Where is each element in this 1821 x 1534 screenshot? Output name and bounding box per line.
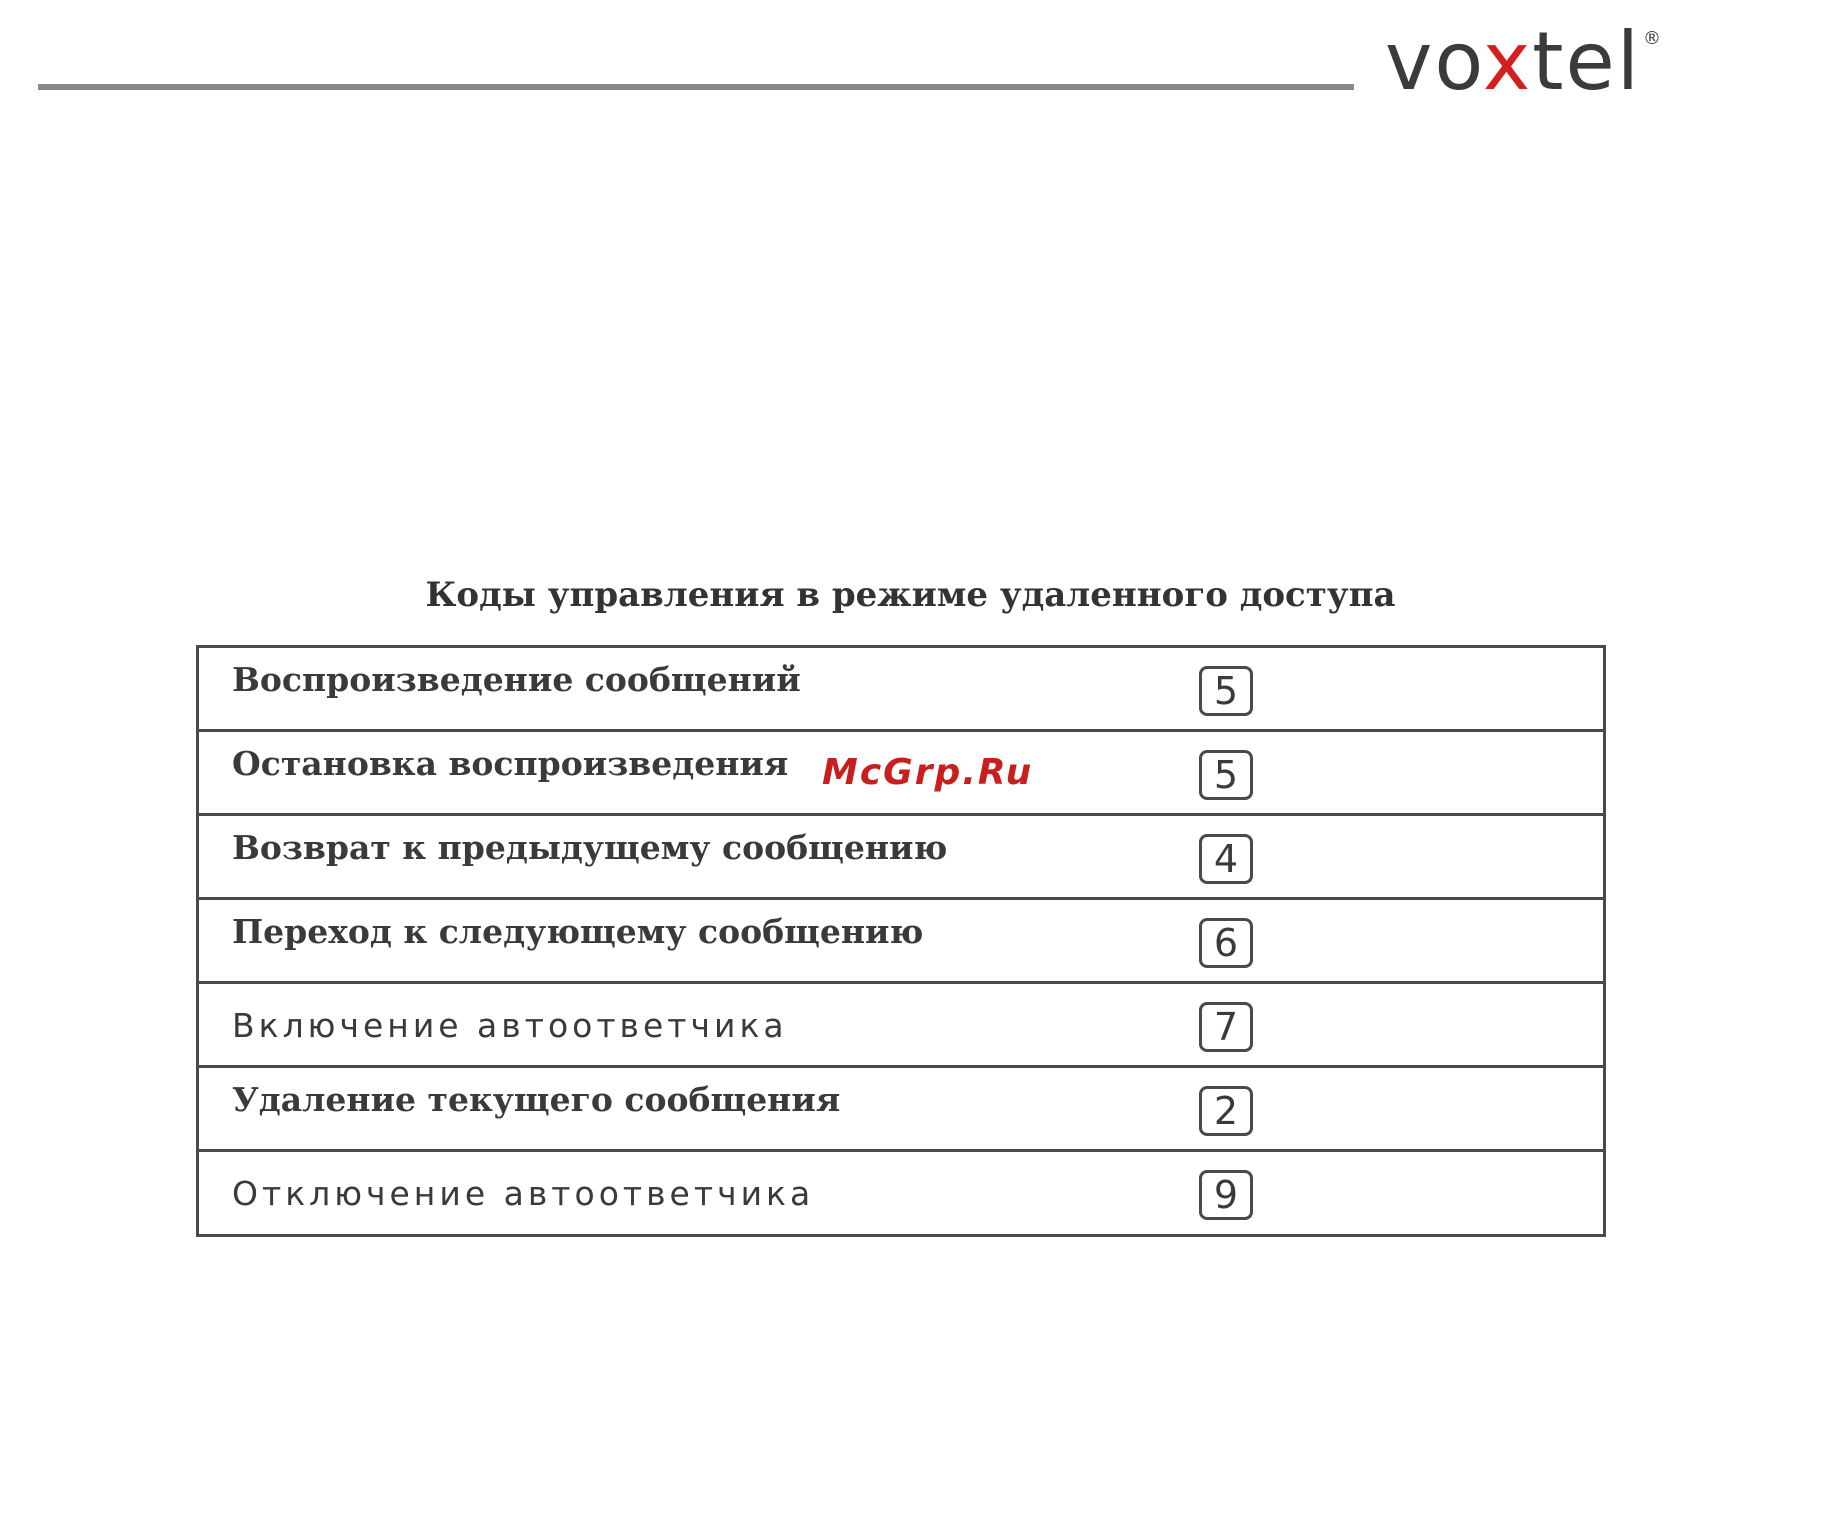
header-rule (38, 84, 1354, 90)
row-label: Удаление текущего сообщения (232, 1080, 841, 1119)
row-label: Возврат к предыдущему сообщению (232, 828, 948, 867)
table-row (199, 648, 1603, 732)
key-box: 9 (1199, 1170, 1253, 1220)
row-label: Переход к следующему сообщению (232, 912, 924, 951)
row-label: Остановка воспроизведения (232, 744, 789, 783)
watermark: McGrp.Ru (822, 752, 1034, 793)
brand-logo: voxtel ® (1385, 15, 1663, 108)
row-label: Воспроизведение сообщений (232, 660, 801, 699)
key-box: 4 (1199, 834, 1253, 884)
table-row (199, 816, 1603, 900)
remote-codes-table (196, 645, 1606, 1237)
table-row (199, 1068, 1603, 1152)
key-box: 5 (1199, 666, 1253, 716)
key-box: 2 (1199, 1086, 1253, 1136)
logo-x-mark: x (1482, 15, 1533, 108)
key-box: 6 (1199, 918, 1253, 968)
table-title: Коды управления в режиме удаленного доступа (425, 575, 1396, 615)
table-row (199, 900, 1603, 984)
row-label: Отключение автоответчика (232, 1174, 815, 1213)
key-box: 7 (1199, 1002, 1253, 1052)
key-box: 5 (1199, 750, 1253, 800)
table-row (199, 984, 1603, 1068)
table-row (199, 1152, 1603, 1234)
row-label: Включение автоответчика (232, 1006, 788, 1045)
